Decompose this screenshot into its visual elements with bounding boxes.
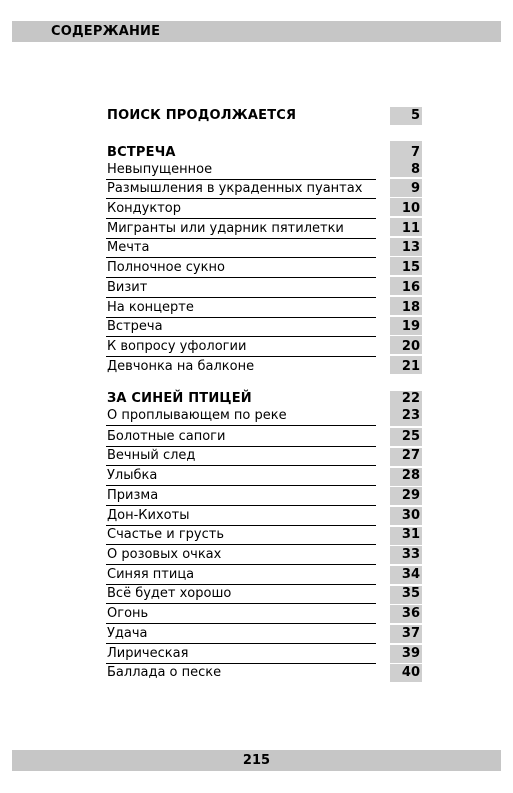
toc-entry-page-number: 25 [401,429,420,444]
entry-underline [106,336,376,337]
entry-underline [106,465,376,466]
toc-entry-page-number: 9 [410,181,420,196]
entry-underline [106,356,376,357]
toc-entry-title: Удача [107,626,148,641]
toc-entry-title: Призма [107,488,159,503]
toc-entry-page-number: 23 [401,408,420,423]
toc-entry-title: Дон-Кихоты [107,508,190,523]
entry-underline [106,544,376,545]
toc-entry-title: Всё будет хорошо [107,586,232,601]
toc-entry-title: Девчонка на балконе [107,359,255,374]
toc-entry-page-number: 33 [401,547,420,562]
toc-entry-title: Счастье и грусть [107,527,224,542]
toc-entry-title: На концерте [107,300,194,315]
toc-entry-title: Визит [107,280,148,295]
section-page-number: 7 [410,145,420,160]
toc-entry-page-number: 11 [401,221,420,236]
entry-underline [106,238,376,239]
toc-entry-page-number: 13 [401,240,420,255]
toc-entry-title: Вечный след [107,448,196,463]
toc-entry-page-number: 28 [401,468,420,483]
entry-underline [106,505,376,506]
entry-underline [106,643,376,644]
toc-entry-page-number: 27 [401,448,420,463]
toc-entry-title: Болотные сапоги [107,429,226,444]
section-heading: ЗА СИНЕЙ ПТИЦЕЙ [107,391,252,406]
section-page-number: 22 [401,391,420,406]
entry-underline [106,623,376,624]
toc-entry-page-number: 18 [401,300,420,315]
toc-entry-title: Синяя птица [107,567,195,582]
toc-entry-page-number: 20 [401,339,420,354]
toc-entry-page-number: 10 [401,201,420,216]
toc-entry-page-number: 30 [401,508,420,523]
entry-underline [106,564,376,565]
toc-entry-title: Кондуктор [107,201,181,216]
toc-entry-title: Огонь [107,606,149,621]
entry-underline [106,584,376,585]
toc-entry-title: О розовых очках [107,547,222,562]
toc-entry-page-number: 39 [401,646,420,661]
entry-underline [106,446,376,447]
toc-entry-page-number: 29 [401,488,420,503]
toc-entry-title: Мигранты или ударник пятилетки [107,221,344,236]
toc-entry-page-number: 8 [410,162,420,177]
toc-entry-page-number: 37 [401,626,420,641]
section-heading: ПОИСК ПРОДОЛЖАЕТСЯ [107,108,297,123]
entry-underline [106,525,376,526]
entry-underline [106,317,376,318]
toc-entry-page-number: 31 [401,527,420,542]
toc-entry-title: Встреча [107,319,163,334]
page-number: 215 [242,753,271,768]
toc-entry-page-number: 36 [401,606,420,621]
toc-entry-title: Улыбка [107,468,158,483]
toc-entry-page-number: 19 [401,319,420,334]
toc-entry-title: Мечта [107,240,150,255]
toc-entry-title: Полночное сукно [107,260,225,275]
toc-entry-title: Лирическая [107,646,189,661]
toc-entry-page-number: 34 [401,567,420,582]
toc-entry-title: О проплывающем по реке [107,408,287,423]
entry-underline [106,198,376,199]
entry-underline [106,485,376,486]
toc-entry-title: Баллада о песке [107,665,222,680]
toc-entry-title: К вопросу уфологии [107,339,247,354]
entry-underline [106,663,376,664]
entry-underline [106,179,376,180]
toc-entry-page-number: 40 [401,665,420,680]
toc-entry-page-number: 21 [401,359,420,374]
entry-underline [106,297,376,298]
toc-entry-page-number: 16 [401,280,420,295]
toc-entry-title: Невыпущенное [107,162,213,177]
toc-entry-title: Размышления в украденных пуантах [107,181,363,196]
entry-underline [106,277,376,278]
section-heading: ВСТРЕЧА [107,145,176,160]
entry-underline [106,218,376,219]
entry-underline [106,603,376,604]
toc-entry-page-number: 15 [401,260,420,275]
page-title: СОДЕРЖАНИЕ [51,24,161,39]
entry-underline [106,257,376,258]
toc-entry-page-number: 35 [401,586,420,601]
section-page-number: 5 [410,108,420,123]
entry-underline [106,425,376,426]
